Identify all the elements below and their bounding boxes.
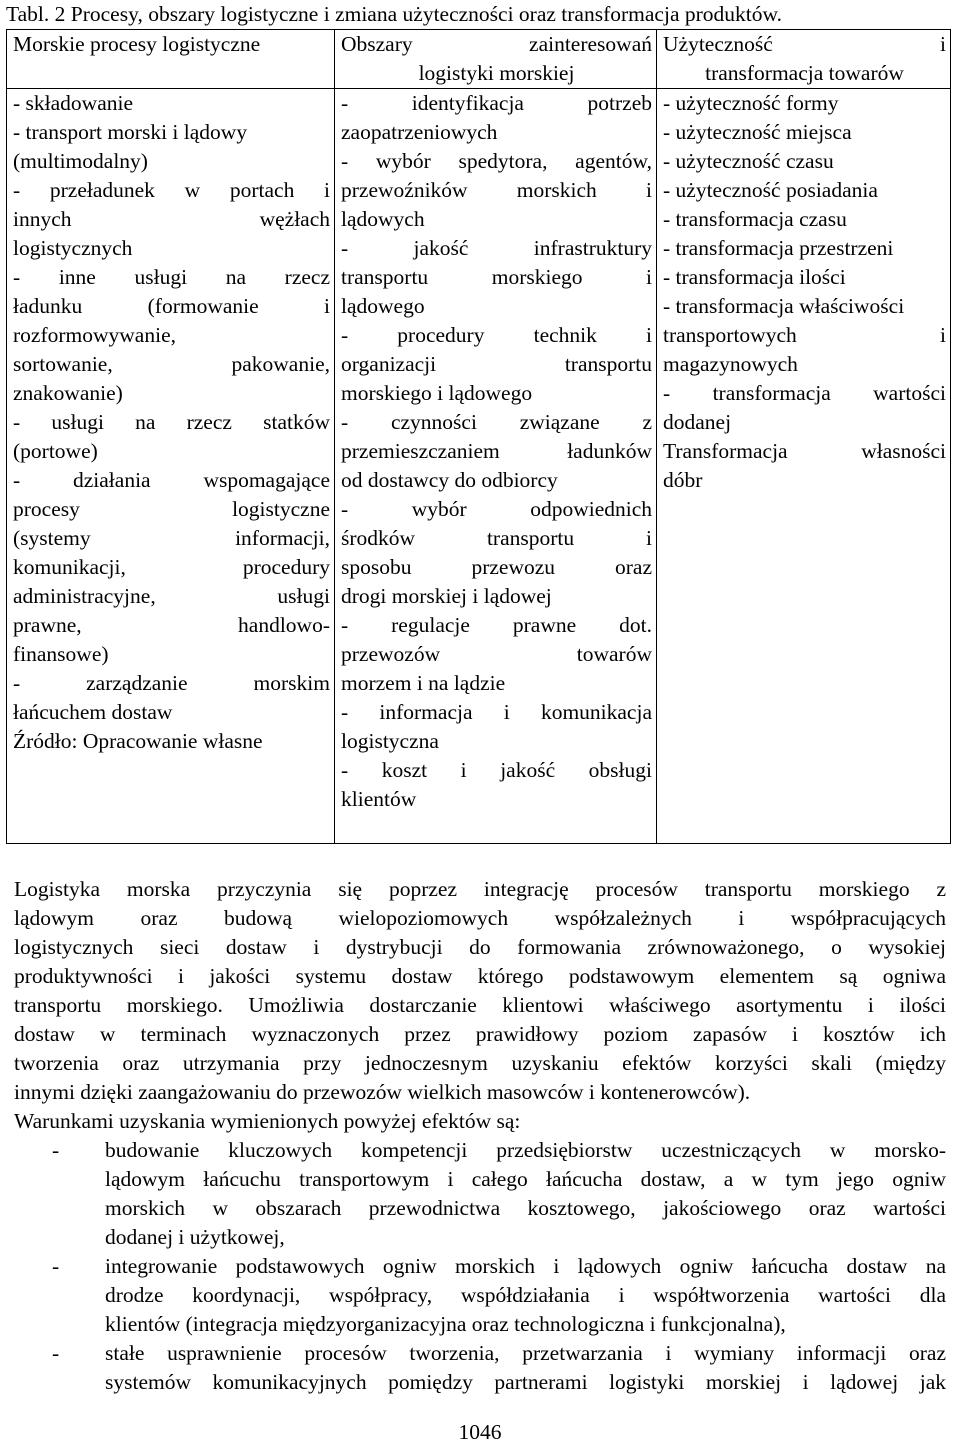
table-body-row [7, 89, 951, 844]
logistics-table [6, 29, 951, 844]
list-item [14, 1339, 946, 1397]
header-col2-line: Obszary zainteresowań [341, 32, 652, 56]
header-col2 [335, 30, 657, 89]
list-item-line: stałe usprawnienie procesów tworzenia, przetwarzania i wymiany informacji oraz [105, 1341, 946, 1365]
list-dash: - [52, 1138, 60, 1162]
cell-processes [7, 89, 335, 844]
cell-line: - użyteczność posiadania [663, 178, 878, 202]
cell-line: środków transportu i [341, 526, 652, 550]
list-item-line: klientów (integracja międzyorganizacyjna oraz technologiczna i funkcjonalna), [105, 1312, 786, 1336]
cell-line: - usługi na rzecz statków [13, 410, 330, 434]
cell-utility [657, 89, 951, 844]
cell-line: - informacja i komunikacja [341, 700, 652, 724]
list-dash: - [52, 1254, 60, 1278]
cell-line: dodanej [663, 410, 732, 434]
list-item [14, 1252, 946, 1339]
header-col3 [657, 30, 951, 89]
cell-line: sposobu przewozu oraz [341, 555, 652, 579]
cell-line: - wybór odpowiednich [341, 497, 652, 521]
paragraph-line: lądowym oraz budową wielopoziomowych współzależnych i współpracujących [14, 906, 946, 930]
cell-line: - użyteczność formy [663, 91, 839, 115]
cell-line: znakowanie) [13, 381, 123, 405]
cell-line: prawne, handlowo- [13, 613, 330, 637]
cell-line: (multimodalny) [13, 149, 148, 173]
header-col1-line: Morskie procesy logistyczne [13, 32, 261, 56]
table-caption: Tabl. 2 Procesy, obszary logistyczne i zmiana użyteczności oraz transformacja produktów. [6, 2, 782, 26]
cell-line: - transformacja wartości [663, 381, 946, 405]
paragraph-line: innymi dzięki zaangażowaniu do przewozów wielkich masowców i kontenerowców). [14, 1080, 751, 1104]
cell-line: - transformacja właściwości [663, 294, 905, 318]
cell-line: - działania wspomagające [13, 468, 330, 492]
cell-line: od dostawcy do odbiorcy [341, 468, 558, 492]
cell-line: - wybór spedytora, agentów, [341, 149, 652, 173]
cell-line: morskiego i lądowego [341, 381, 533, 405]
paragraph-line: transportu morskiego. Umożliwia dostarczanie klientowi właściwego asortymentu i ilości [14, 993, 946, 1017]
list-item-line: morskich w obszarach przewodnictwa kosztowego, jakościowego oraz wartości [105, 1196, 946, 1220]
list-item [14, 1136, 946, 1252]
paragraph-line: Warunkami uzyskania wymienionych powyżej efektów są: [14, 1109, 521, 1133]
list-item-line: lądowym łańcuchu transportowym i całego łańcucha dostaw, a w tym jego ogniw [105, 1167, 946, 1191]
paragraph-line: tworzenia oraz utrzymania przy jednoczesnym uzyskaniu efektów korzyści skali (między [14, 1051, 946, 1075]
cell-line: - użyteczność miejsca [663, 120, 852, 144]
cell-line: logistyczna [341, 729, 439, 753]
cell-line: - przeładunek w portach i [13, 178, 330, 202]
cell-line: procesy logistyczne [13, 497, 330, 521]
cell-line: logistycznych [13, 236, 133, 260]
cell-line: Transformacja własności [663, 439, 946, 463]
cell-line: przewozów towarów [341, 642, 652, 666]
cell-areas [335, 89, 657, 844]
cell-line: administracyjne, usługi [13, 584, 330, 608]
cell-line: zaopatrzeniowych [341, 120, 498, 144]
cell-line: lądowych [341, 207, 425, 231]
list-dash: - [52, 1341, 60, 1365]
cell-line: dóbr [663, 468, 703, 492]
cell-line: łańcuchem dostaw [13, 700, 173, 724]
areas-list [341, 89, 652, 814]
cell-line: - transformacja przestrzeni [663, 236, 894, 260]
cell-line: innych wężłach [13, 207, 330, 231]
list-item-line: systemów komunikacyjnych pomiędzy partnerami logistyki morskiej i lądowej jak [105, 1370, 946, 1394]
cell-line: - składowanie [13, 91, 134, 115]
cell-line: organizacji transportu [341, 352, 652, 376]
cell-line: - identyfikacja potrzeb [341, 91, 652, 115]
cell-line: - użyteczność czasu [663, 149, 834, 173]
utility-list [663, 89, 946, 495]
header-col1 [7, 30, 335, 89]
cell-line: komunikacji, procedury [13, 555, 330, 579]
paragraph-line: dostaw w terminach wyznaczonych przez prawidłowy poziom zapasów i kosztów ich [14, 1022, 946, 1046]
page-number: 1046 [458, 1420, 502, 1444]
list-item-line: drodze koordynacji, współpracy, współdziałania i współtworzenia wartości dla [105, 1283, 946, 1307]
cell-line: - regulacje prawne dot. [341, 613, 652, 637]
paragraph-line: logistycznych sieci dostaw i dystrybucji do formowania zrównoważonego, o wysokiej [14, 935, 946, 959]
cell-line: - inne usługi na rzecz [13, 265, 330, 289]
cell-line: ładunku (formowanie i [13, 294, 330, 318]
cell-line: - transport morski i lądowy [13, 120, 248, 144]
paragraph-line: Logistyka morska przyczynia się poprzez integrację procesów transportu morskiego z [14, 877, 946, 901]
list-item-line: dodanej i użytkowej, [105, 1225, 285, 1249]
cell-line: drogi morskiej i lądowej [341, 584, 552, 608]
header-col2-line: logistyki morskiej [418, 61, 575, 85]
cell-line: - procedury technik i [341, 323, 652, 347]
conditions-list [14, 1136, 946, 1397]
header-col3-line: Użyteczność i [663, 32, 946, 56]
cell-line: (portowe) [13, 439, 98, 463]
table-header-row [7, 30, 951, 89]
cell-line: morzem i na lądzie [341, 671, 506, 695]
table-source: Źródło: Opracowanie własne [13, 729, 263, 753]
list-item-line: budowanie kluczowych kompetencji przedsiębiorstw uczestniczących w morsko- [105, 1138, 946, 1162]
list-item-line: integrowanie podstawowych ogniw morskich i lądowych ogniw łańcucha dostaw na [105, 1254, 946, 1278]
cell-line: - transformacja czasu [663, 207, 847, 231]
cell-line: - transformacja ilości [663, 265, 846, 289]
cell-line: magazynowych [663, 352, 798, 376]
cell-line: sortowanie, pakowanie, [13, 352, 330, 376]
body-paragraph [14, 875, 946, 1136]
processes-list [13, 89, 330, 727]
cell-line: - zarządzanie morskim [13, 671, 330, 695]
cell-line: lądowego [341, 294, 425, 318]
cell-line: przemieszczaniem ładunków [341, 439, 652, 463]
cell-line: - czynności związane z [341, 410, 652, 434]
paragraph-line: produktywności i jakości systemu dostaw którego podstawowym elementem są ogniwa [14, 964, 946, 988]
cell-line: - jakość infrastruktury [341, 236, 652, 260]
cell-line: (systemy informacji, [13, 526, 330, 550]
cell-line: transportu morskiego i [341, 265, 652, 289]
cell-line: rozformowywanie, [13, 323, 176, 347]
cell-line: klientów [341, 787, 417, 811]
cell-line: finansowe) [13, 642, 109, 666]
cell-line: przewoźników morskich i [341, 178, 652, 202]
cell-line: - koszt i jakość obsługi [341, 758, 652, 782]
header-col3-line: transformacja towarów [705, 61, 904, 85]
cell-line: transportowych i [663, 323, 946, 347]
